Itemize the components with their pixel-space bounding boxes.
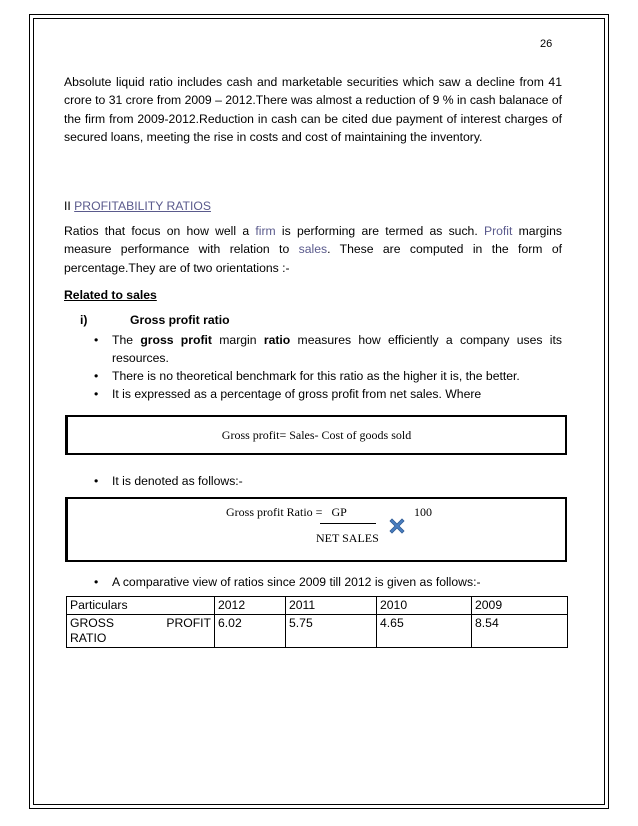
bullet-text: margin: [211, 333, 264, 347]
table-cell: 6.02: [215, 615, 286, 648]
table-cell-label: [67, 615, 215, 648]
profit-link[interactable]: Profit: [483, 224, 513, 238]
list-item: • It is denoted as follows:-: [94, 472, 562, 490]
table-cell: 4.65: [377, 615, 472, 648]
section-number: II: [64, 199, 71, 213]
list-item: • There is no theoretical benchmark for this ratio as the higher it is, the better.: [94, 367, 562, 385]
item-number: i): [80, 313, 88, 327]
label-word: PROFIT: [166, 616, 211, 630]
bullet-list: [94, 385, 562, 403]
section-title[interactable]: PROFITABILITY RATIOS: [74, 199, 211, 213]
ratio-lhs-label: Gross profit Ratio =: [226, 505, 323, 519]
label-line: [70, 616, 211, 631]
table-header: 2010: [377, 597, 472, 615]
bullet-list: [94, 472, 562, 490]
fraction-line: [320, 523, 376, 524]
bullet-text: measures how efficiently a company uses its resources.: [112, 333, 562, 365]
table-header: 2012: [215, 597, 286, 615]
ratio-formula-box: [65, 497, 567, 562]
intro-paragraph: Absolute liquid ratio includes cash and marketable securities which saw a decline from 41 crore to 31 crore from 2009 – 2012.There was almost a reduction of 9 % in cash balanace of the firm from 2009-2012.Reduction in cash can be cited due payment of interest charges of secured loans, meeting the rise in costs and cost of maintaining the inventory.: [64, 75, 562, 144]
table-header-row: [67, 597, 568, 615]
bullet-list: [94, 331, 562, 367]
item-title: Gross profit ratio: [130, 313, 230, 327]
page-number: 26: [540, 38, 553, 50]
item-heading: [80, 313, 230, 327]
ratio-denominator: NET SALES: [316, 531, 379, 545]
firm-link[interactable]: firm: [255, 224, 276, 238]
gross-profit-formula-box: [65, 415, 567, 455]
list-item: • It is expressed as a percentage of gross profit from net sales. Where: [94, 385, 562, 403]
desc-text: is performing are termed as such.: [275, 224, 484, 238]
list-item: [94, 331, 562, 367]
ratio-numerator: GP: [331, 505, 347, 519]
bullet-list: [94, 573, 562, 591]
times-icon: [388, 517, 406, 535]
gross-profit-formula: Gross profit= Sales- Cost of goods sold: [221, 428, 412, 442]
table-cell: 8.54: [472, 615, 568, 648]
section-description: [64, 222, 562, 277]
list-item: • A comparative view of ratios since 2009 till 2012 is given as follows:-: [94, 573, 562, 591]
bullet-list: [94, 367, 562, 385]
label-line: RATIO: [70, 631, 107, 645]
label-word: GROSS: [70, 616, 115, 630]
sales-link[interactable]: sales: [298, 242, 328, 257]
ratio-table: [66, 596, 568, 648]
table-header: Particulars: [67, 597, 215, 615]
table-header: 2009: [472, 597, 568, 615]
section-heading: [64, 199, 211, 213]
table-header: 2011: [286, 597, 377, 615]
bullet-bold: gross profit: [140, 333, 212, 347]
subsection-heading: Related to sales: [64, 288, 157, 302]
table-row: [67, 615, 568, 648]
desc-text: Ratios that focus on how well a: [64, 224, 256, 238]
desc-text: . These are computed in the form of percentage.They are of two orientations :-: [64, 242, 562, 275]
desc-text: margins measure performance with relation to: [64, 224, 562, 257]
ratio-formula-lhs: [226, 505, 347, 520]
bullet-bold: ratio: [263, 333, 291, 347]
ratio-multiplier: 100: [414, 505, 432, 519]
bullet-text: The: [112, 333, 141, 347]
table-cell: 5.75: [286, 615, 377, 648]
